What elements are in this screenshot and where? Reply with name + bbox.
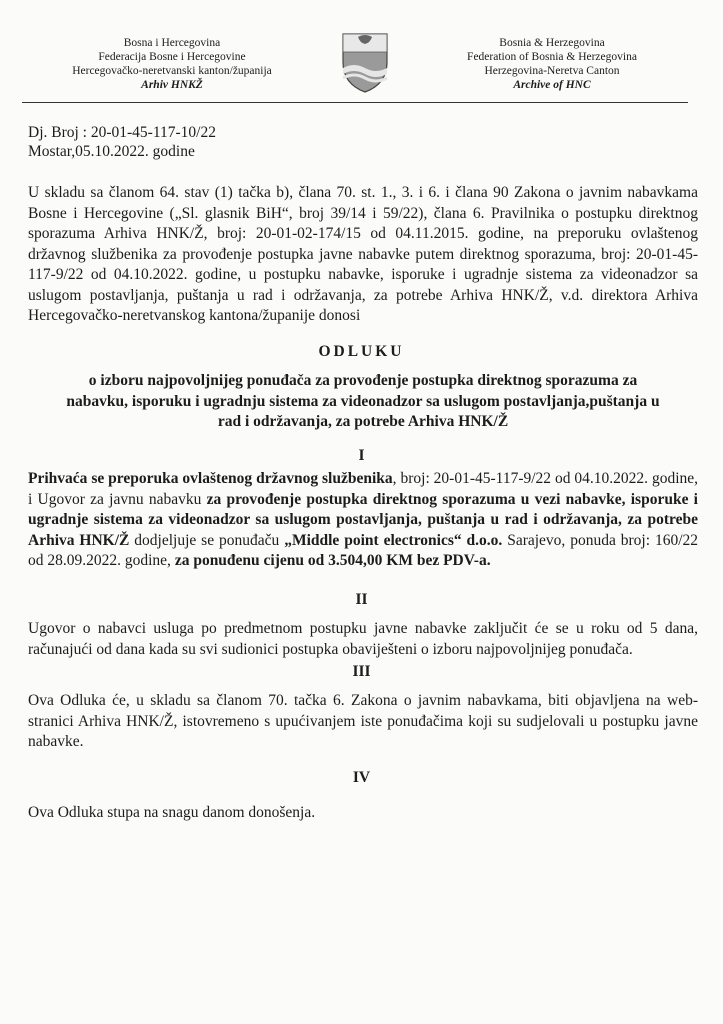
header-divider xyxy=(22,102,688,103)
header-right-archive: Archive of HNC xyxy=(513,79,591,91)
section-1-part-5: „Middle point electronics“ d.o.o. xyxy=(284,531,503,549)
section-1-part-6: Sarajevo, ponuda broj: 160/22 od 28.09.2022. godine, xyxy=(28,531,699,569)
section-1-part-3: za provođenje postupka direktnog sporazuma u vezi nabavke, isporuke i ugradnje sistema za videonadzor sa uslugom postavljanja, puštanja u rad i održavanja, za potrebe Arhiva HNK/Ž xyxy=(28,490,698,549)
intro-paragraph: U skladu sa članom 64. stav (1) tačka b), člana 70. st. 1., 3. i 6. i člana 90 Zakona o javnim nabavkama Bosne i Hercegovine („Sl. glasnik BiH“, broj 39/14 i 59/22), člana 6. Pravilnika o postupku direktnog sporazuma Arhiva HNK/Ž, broj: 20-01-02-174/15 od 04.11.2015. godine, na preporuku ovlaštenog državnog službenika za provođenje postupka javne nabavke putem direktnog sporazuma, broj: 20-01-45-117-9/22 od 04.10.2022. godine, u postupku nabavke, isporuke i ugradnje sistema za videonadzor sa uslugom postavljanja, puštanja u rad i održavanja, za potrebe Arhiva HNK/Ž, v.d. direktora Arhiva Hercegovačko-neretvanskog kantona/županije donosi xyxy=(28,184,698,324)
coat-of-arms-icon xyxy=(340,28,390,94)
header-left-archive: Arhiv HNKŽ xyxy=(141,79,203,91)
section-3-text: Ova Odluka će, u skladu sa članom 70. tačka 6. Zakona o javnim nabavkama, biti objavljena na web-stranici Arhiva HNK/Ž, istovremeno s upućivanjem iste ponuđačima koji su sudjelovali u postupku javne nabavke. xyxy=(28,692,698,750)
header-right-line-1: Bosnia & Herzegovina xyxy=(499,37,605,49)
reference-number: Dj. Broj : 20-01-45-117-10/22 xyxy=(28,124,216,141)
place-date: Mostar,05.10.2022. godine xyxy=(28,143,195,160)
header-right xyxy=(432,36,672,92)
section-1-text xyxy=(28,469,698,572)
section-1-part-2: , broj: 20-01-45-117-9/22 od 04.10.2022. godine, i Ugovor za javnu nabavku xyxy=(28,470,699,508)
header-right-line-3: Herzegovina-Neretva Canton xyxy=(484,65,620,77)
section-1-part-7: za ponuđenu cijenu od 3.504,00 KM bez PDV-a. xyxy=(174,552,491,569)
header-left-line-1: Bosna i Hercegovina xyxy=(123,37,221,49)
header-left-line-3: Hercegovačko-neretvanski kanton/županija xyxy=(72,65,272,77)
header-left xyxy=(52,36,292,92)
section-2-text: Ugovor o nabavci usluga po predmetnom postupku javne nabavke zaključit će se u roku od 5 dana, računajući od dana kada su svi sudionici postupka obaviješteni o izboru najpovoljnijeg ponuđača. xyxy=(28,620,698,658)
section-1-part-4: dodjeljuje se ponuđaču xyxy=(129,531,285,549)
decision-subject: o izboru najpovoljnijeg ponuđača za provođenje postupka direktnog sporazuma za nabavku, isporuku i ugradnju sistema za videonadzor sa uslugom postavljanja,puštanja u rad i održavanja, za potrebe Arhiva HNK/Ž xyxy=(66,372,660,430)
section-3-number: III xyxy=(352,663,371,680)
section-4-text: Ova Odluka stupa na snagu danom donošenja. xyxy=(28,804,316,821)
section-4-number: IV xyxy=(352,769,371,786)
section-1-number: I xyxy=(358,447,365,464)
document-title: ODLUKU xyxy=(318,343,405,360)
section-1-part-1: Prihvaća se preporuka ovlaštenog državnog službenika xyxy=(28,470,393,487)
header-right-line-2: Federation of Bosnia & Herzegovina xyxy=(467,51,637,63)
document-meta xyxy=(28,123,216,161)
header-left-line-2: Federacija Bosne i Hercegovine xyxy=(98,51,246,63)
section-2-number: II xyxy=(355,591,368,608)
